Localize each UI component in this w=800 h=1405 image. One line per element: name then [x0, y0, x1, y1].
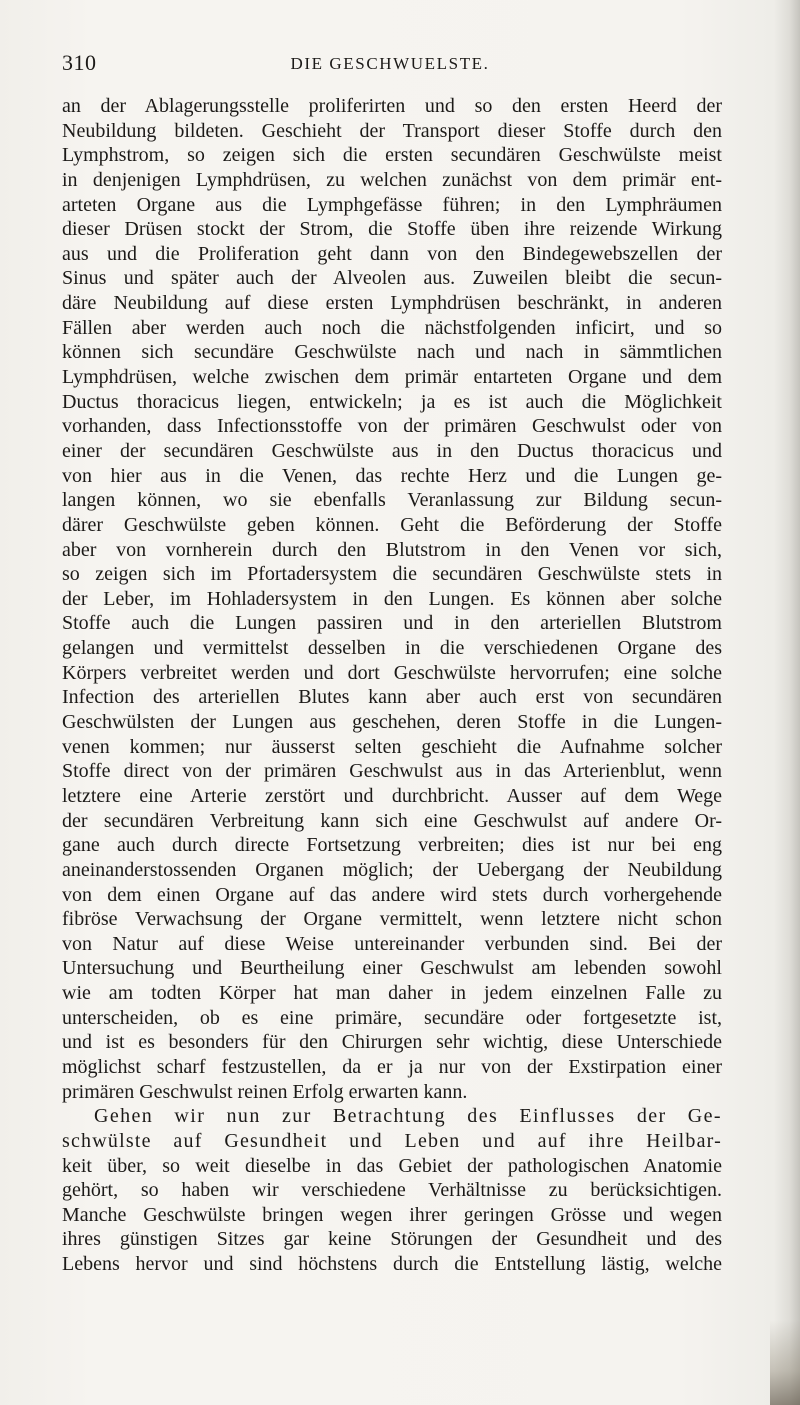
text-line: Stoffe direct von der primären Geschwulst aus in das Arterienblut, wenn: [62, 760, 722, 783]
text-line: so zeigen sich im Pfortadersystem die secundären Geschwülste stets in: [62, 563, 722, 586]
running-title: DIE GESCHWUELSTE.: [290, 54, 490, 73]
text-line: däre Neubildung auf diese ersten Lymphdrüsen beschränkt, in anderen: [62, 292, 722, 315]
page-corner-stain: [770, 1320, 800, 1405]
paragraph-end-line: primären Geschwulst reinen Erfolg erwarten kann.: [62, 1080, 468, 1103]
text-line: gehört, so haben wir verschiedene Verhältnisse zu berücksichtigen.: [62, 1179, 722, 1202]
text-line: fibröse Verwachsung der Organe vermittelt, wenn letztere nicht schon: [62, 908, 722, 931]
text-line: gelangen und vermittelst desselben in die verschiedenen Organe des: [62, 637, 722, 660]
text-line: können sich secundäre Geschwülste nach und nach in sämmtlichen: [62, 341, 722, 364]
text-line: der secundären Verbreitung kann sich eine Geschwulst auf andere Or-: [62, 809, 722, 832]
text-line: von dem einen Organe auf das andere wird stets durch vorhergehende: [62, 883, 722, 906]
text-line: ihres günstigen Sitzes gar keine Störungen der Gesundheit und des: [62, 1228, 722, 1251]
text-line: vorhanden, dass Infectionsstoffe von der primären Geschwulst oder von: [62, 415, 722, 438]
text-line: dieser Drüsen stockt der Strom, die Stoffe üben ihre reizende Wirkung: [62, 218, 722, 241]
paragraph-start-line: Gehen wir nun zur Betrachtung des Einflusses der Ge-: [94, 1105, 722, 1128]
text-line: wie am todten Körper hat man daher in jedem einzelnen Falle zu: [62, 982, 722, 1005]
text-line: aber von vornherein durch den Blutstrom in den Venen vor sich,: [62, 538, 722, 561]
text-line: möglichst scharf festzustellen, da er ja nur von der Exstirpation einer: [62, 1055, 722, 1078]
text-line: Lymphdrüsen, welche zwischen dem primär entarteten Organe und dem: [62, 366, 722, 389]
text-line: und ist es besonders für den Chirurgen sehr wichtig, diese Unterschiede: [62, 1031, 722, 1054]
text-line: schwülste auf Gesundheit und Leben und auf ihre Heilbar-: [62, 1129, 722, 1152]
text-line: Lymphstrom, so zeigen sich die ersten secundären Geschwülste meist: [62, 144, 722, 167]
text-line: Infection des arteriellen Blutes kann aber auch erst von secundären: [62, 686, 722, 709]
text-line: aneinanderstossenden Organen möglich; der Uebergang der Neubildung: [62, 858, 722, 881]
text-line: keit über, so weit dieselbe in das Gebiet der pathologischen Anatomie: [62, 1154, 722, 1177]
text-line: Sinus und später auch der Alveolen aus. Zuweilen bleibt die secun-: [62, 267, 722, 290]
text-line: von hier aus in die Venen, das rechte Herz und die Lungen ge-: [62, 464, 722, 487]
text-line: in denjenigen Lymphdrüsen, zu welchen zunächst von dem primär ent-: [62, 168, 722, 191]
text-line: Ductus thoracicus liegen, entwickeln; ja es ist auch die Möglichkeit: [62, 390, 722, 413]
text-line: venen kommen; nur äusserst selten geschieht die Aufnahme solcher: [62, 735, 722, 758]
text-line: der Leber, im Hohladersystem in den Lungen. Es können aber solche: [62, 587, 722, 610]
page-number: 310: [62, 50, 97, 75]
text-line: aus und die Proliferation geht dann von den Bindegewebszellen der: [62, 242, 722, 265]
text-line: langen können, wo sie ebenfalls Veranlassung zur Bildung secun-: [62, 489, 722, 512]
text-line: därer Geschwülste geben können. Geht die Beförderung der Stoffe: [62, 513, 722, 536]
text-line: Stoffe auch die Lungen passiren und in den arteriellen Blutstrom: [62, 612, 722, 635]
text-line: Fällen aber werden auch noch die nächstfolgenden inficirt, und so: [62, 316, 722, 339]
text-line: Neubildung bildeten. Geschieht der Transport dieser Stoffe durch den: [62, 119, 722, 142]
text-line: unterscheiden, ob es eine primäre, secundäre oder fortgesetzte ist,: [62, 1006, 722, 1029]
body-text: [62, 94, 722, 1277]
text-line: Lebens hervor und sind höchstens durch die Entstellung lästig, welche: [62, 1253, 722, 1276]
text-line: an der Ablagerungsstelle proliferirten und so den ersten Heerd der: [62, 95, 722, 117]
text-line: einer der secundären Geschwülste aus in den Ductus thoracicus und: [62, 439, 722, 462]
text-line: Untersuchung und Beurtheilung einer Geschwulst am lebenden sowohl: [62, 957, 722, 980]
text-line: von Natur auf diese Weise untereinander verbunden sind. Bei der: [62, 932, 722, 955]
text-line: gane auch durch directe Fortsetzung verbreiten; dies ist nur bei eng: [62, 834, 722, 857]
text-line: letztere eine Arterie zerstört und durchbricht. Ausser auf dem Wege: [62, 784, 722, 807]
text-line: arteten Organe aus die Lymphgefässe führen; in den Lymphräumen: [62, 193, 722, 216]
page-header: [62, 50, 718, 90]
text-line: Manche Geschwülste bringen wegen ihrer geringen Grösse und wegen: [62, 1203, 722, 1226]
text-line: Körpers verbreitet werden und dort Geschwülste hervorrufen; eine solche: [62, 661, 722, 684]
text-line: Geschwülsten der Lungen aus geschehen, deren Stoffe in die Lungen-: [62, 711, 722, 734]
page-edge-shadow: [774, 0, 800, 1405]
